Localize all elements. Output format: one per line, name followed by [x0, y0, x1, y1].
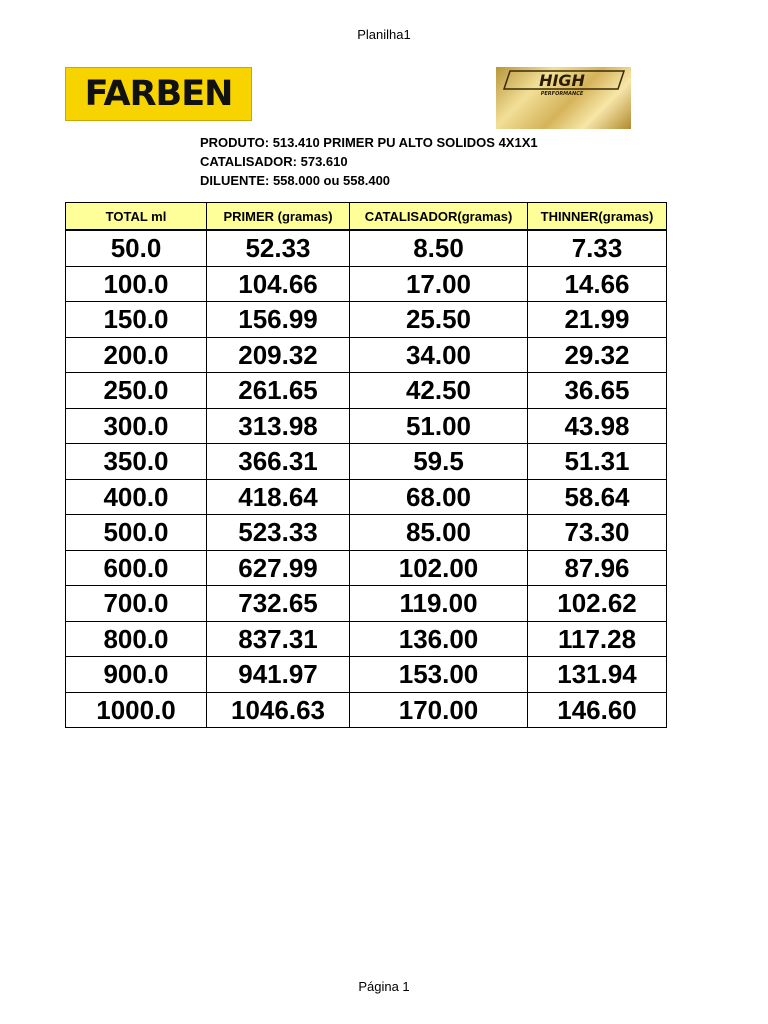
cell-thinner: 29.32 [528, 337, 667, 373]
diluente-line: DILUENTE: 558.000 ou 558.400 [200, 173, 391, 188]
cell-total: 800.0 [66, 621, 207, 657]
cell-thinner: 21.99 [528, 302, 667, 338]
cell-total: 50.0 [66, 230, 207, 266]
cell-total: 400.0 [66, 479, 207, 515]
table-row [66, 550, 667, 586]
table-row [66, 302, 667, 338]
cell-primer: 523.33 [207, 515, 350, 551]
cell-catalisador: 51.00 [350, 408, 528, 444]
cell-catalisador: 42.50 [350, 373, 528, 409]
header-thinner: THINNER(gramas) [528, 203, 667, 231]
farben-wordmark: FARBEN [84, 73, 233, 114]
cell-primer: 366.31 [207, 444, 350, 480]
cell-total: 200.0 [66, 337, 207, 373]
cell-catalisador: 153.00 [350, 657, 528, 693]
cell-primer: 156.99 [207, 302, 350, 338]
cell-thinner: 131.94 [528, 657, 667, 693]
cell-primer: 941.97 [207, 657, 350, 693]
cell-primer: 313.98 [207, 408, 350, 444]
header-total-ml: TOTAL ml [66, 203, 207, 231]
cell-primer: 837.31 [207, 621, 350, 657]
table-row [66, 621, 667, 657]
cell-primer: 104.66 [207, 266, 350, 302]
cell-catalisador: 34.00 [350, 337, 528, 373]
cell-catalisador: 17.00 [350, 266, 528, 302]
cell-total: 500.0 [66, 515, 207, 551]
header-catalisador: CATALISADOR(gramas) [350, 203, 528, 231]
cell-thinner: 58.64 [528, 479, 667, 515]
table-row [66, 230, 667, 266]
cell-primer: 732.65 [207, 586, 350, 622]
table-row [66, 586, 667, 622]
cell-thinner: 87.96 [528, 550, 667, 586]
header-primer: PRIMER (gramas) [207, 203, 350, 231]
cell-thinner: 14.66 [528, 266, 667, 302]
table-row [66, 408, 667, 444]
cell-thinner: 102.62 [528, 586, 667, 622]
cell-total: 250.0 [66, 373, 207, 409]
cell-thinner: 36.65 [528, 373, 667, 409]
table-row [66, 266, 667, 302]
cell-primer: 52.33 [207, 230, 350, 266]
cell-primer: 261.65 [207, 373, 350, 409]
cell-total: 100.0 [66, 266, 207, 302]
cell-primer: 1046.63 [207, 692, 350, 728]
sheet-title: Planilha1 [357, 27, 411, 42]
cell-total: 350.0 [66, 444, 207, 480]
cell-thinner: 7.33 [528, 230, 667, 266]
table-row [66, 373, 667, 409]
product-info [200, 133, 538, 190]
table-header-row [66, 203, 667, 231]
cell-thinner: 51.31 [528, 444, 667, 480]
cell-primer: 418.64 [207, 479, 350, 515]
produto-line: PRODUTO: 513.410 PRIMER PU ALTO SOLIDOS 4X1X1 [200, 135, 538, 150]
cell-primer: 627.99 [207, 550, 350, 586]
table-row [66, 692, 667, 728]
cell-total: 900.0 [66, 657, 207, 693]
cell-total: 1000.0 [66, 692, 207, 728]
cell-total: 700.0 [66, 586, 207, 622]
cell-total: 150.0 [66, 302, 207, 338]
cell-catalisador: 102.00 [350, 550, 528, 586]
cell-catalisador: 59.5 [350, 444, 528, 480]
cell-catalisador: 85.00 [350, 515, 528, 551]
badge-main-text: HIGH [539, 71, 585, 90]
cell-catalisador: 170.00 [350, 692, 528, 728]
table-row [66, 479, 667, 515]
farben-logo [65, 67, 252, 121]
cell-thinner: 73.30 [528, 515, 667, 551]
cell-catalisador: 136.00 [350, 621, 528, 657]
badge-sub-text: PERFORMANCE [540, 91, 584, 97]
cell-catalisador: 8.50 [350, 230, 528, 266]
cell-thinner: 43.98 [528, 408, 667, 444]
cell-catalisador: 119.00 [350, 586, 528, 622]
table-row [66, 515, 667, 551]
mix-table [65, 202, 667, 728]
cell-catalisador: 68.00 [350, 479, 528, 515]
table-row [66, 444, 667, 480]
cell-primer: 209.32 [207, 337, 350, 373]
cell-thinner: 117.28 [528, 621, 667, 657]
table-row [66, 657, 667, 693]
cell-catalisador: 25.50 [350, 302, 528, 338]
catalisador-line: CATALISADOR: 573.610 [200, 154, 348, 169]
table-row [66, 337, 667, 373]
cell-total: 600.0 [66, 550, 207, 586]
cell-total: 300.0 [66, 408, 207, 444]
page-footer: Página 1 [358, 979, 410, 994]
high-performance-emblem [496, 67, 631, 129]
high-performance-logo [496, 67, 631, 129]
cell-thinner: 146.60 [528, 692, 667, 728]
